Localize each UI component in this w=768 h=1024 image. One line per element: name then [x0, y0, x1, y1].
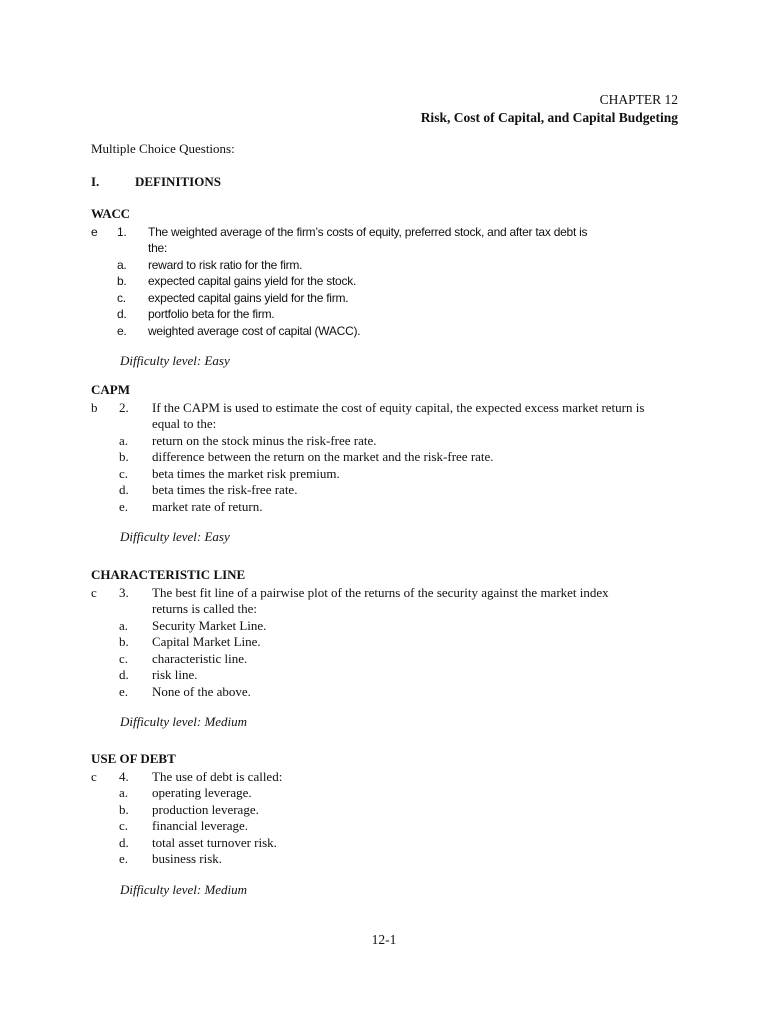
option-text: beta times the risk-free rate. [152, 482, 298, 497]
chapter-number: CHAPTER 12 [599, 92, 678, 107]
option-letter: d. [119, 482, 129, 497]
question-stem [91, 585, 691, 602]
difficulty-level: Difficulty level: Easy [120, 529, 230, 544]
answer-key: b [91, 399, 98, 415]
option-text: None of the above. [152, 683, 251, 699]
question-number: 1. [117, 224, 127, 239]
option-text: expected capital gains yield for the stock. [148, 274, 357, 288]
option-letter: c. [117, 290, 126, 305]
option-text: total asset turnover risk. [152, 834, 277, 850]
answer-option [91, 499, 691, 516]
question-stem [91, 224, 691, 241]
option-text: return on the stock minus the risk-free rate. [152, 432, 377, 448]
option-text: expected capital gains yield for the firm. [148, 290, 349, 305]
question-text-line: The weighted average of the firm’s costs of equity, preferred stock, and after tax debt is [148, 224, 588, 239]
chapter-header [421, 91, 678, 127]
option-text: characteristic line. [152, 650, 248, 666]
option-text: risk line. [152, 667, 198, 682]
answer-option [91, 651, 691, 668]
answer-option [91, 482, 691, 499]
option-text: operating leverage. [152, 785, 252, 800]
option-text: Capital Market Line. [152, 634, 261, 649]
difficulty-level: Difficulty level: Medium [120, 881, 248, 897]
option-text: financial leverage. [152, 818, 248, 833]
answer-option [91, 273, 691, 290]
option-letter: e. [117, 323, 127, 338]
answer-option [91, 851, 691, 868]
question-text-line: the: [148, 241, 168, 255]
answer-option [91, 684, 691, 701]
section-title: CAPM [91, 382, 130, 397]
option-letter: e. [119, 851, 129, 866]
answer-option [91, 818, 691, 835]
question-section [91, 206, 691, 370]
option-text: business risk. [152, 851, 223, 866]
answer-key: c [91, 768, 97, 784]
answer-option [91, 433, 691, 450]
chapter-title: Risk, Cost of Capital, and Capital Budgeting [420, 110, 678, 125]
section-title: USE OF DEBT [91, 751, 176, 766]
option-letter: e. [119, 498, 129, 514]
question-stem [91, 400, 691, 417]
answer-option [91, 466, 691, 483]
option-text: market rate of return. [152, 498, 263, 514]
option-text: weighted average cost of capital (WACC). [148, 323, 361, 338]
option-letter: c. [119, 818, 129, 833]
option-letter: b. [119, 449, 129, 464]
question-text-line: returns is called the: [152, 601, 258, 616]
intro-heading: Multiple Choice Questions: [91, 141, 235, 156]
option-letter: d. [119, 834, 129, 850]
difficulty-level: Difficulty level: Easy [120, 353, 230, 368]
question-text-line: The best fit line of a pairwise plot of the returns of the security against the market index [152, 584, 609, 600]
answer-option [91, 667, 691, 684]
answer-key: c [91, 584, 97, 600]
option-text: portfolio beta for the firm. [148, 307, 275, 321]
question-number: 2. [119, 399, 129, 415]
option-letter: d. [119, 667, 129, 682]
option-letter: e. [119, 683, 129, 699]
answer-option [91, 785, 691, 802]
answer-option [91, 449, 691, 466]
option-text: beta times the market risk premium. [152, 465, 340, 481]
answer-option [91, 634, 691, 651]
section-title: CHARACTERISTIC LINE [91, 567, 246, 582]
part-heading [91, 174, 221, 191]
option-letter: b. [117, 274, 127, 288]
question-text-line: The use of debt is called: [152, 768, 283, 784]
answer-option [91, 835, 691, 852]
question-stem [91, 769, 691, 786]
question-text-line: equal to the: [152, 416, 217, 431]
option-letter: c. [119, 465, 129, 481]
question-section [91, 382, 691, 546]
option-letter: a. [119, 432, 129, 448]
option-text: production leverage. [152, 801, 259, 817]
answer-option [91, 257, 691, 274]
difficulty-level: Difficulty level: Medium [120, 714, 248, 729]
option-letter: b. [119, 801, 129, 817]
answer-option [91, 618, 691, 635]
option-letter: a. [119, 785, 129, 800]
question-section [91, 751, 691, 898]
option-text: difference between the return on the market and the risk-free rate. [152, 449, 494, 464]
option-text: Security Market Line. [152, 617, 267, 633]
section-title: WACC [91, 206, 130, 221]
part-title: DEFINITIONS [135, 174, 221, 189]
answer-option [91, 290, 691, 307]
question-section [91, 567, 691, 731]
question-text-line: If the CAPM is used to estimate the cost of equity capital, the expected excess market return is [152, 399, 645, 415]
option-letter: d. [117, 307, 127, 321]
option-letter: b. [119, 634, 129, 649]
answer-option [91, 323, 691, 340]
answer-option [91, 306, 691, 323]
question-number: 4. [119, 768, 129, 784]
option-letter: c. [119, 650, 129, 666]
option-letter: a. [117, 257, 127, 272]
option-letter: a. [119, 617, 129, 633]
option-text: reward to risk ratio for the firm. [148, 257, 303, 272]
question-number: 3. [119, 584, 129, 600]
answer-key: e [91, 224, 98, 239]
answer-option [91, 802, 691, 819]
part-numeral: I. [91, 174, 100, 189]
page-number: 12-1 [371, 932, 397, 947]
